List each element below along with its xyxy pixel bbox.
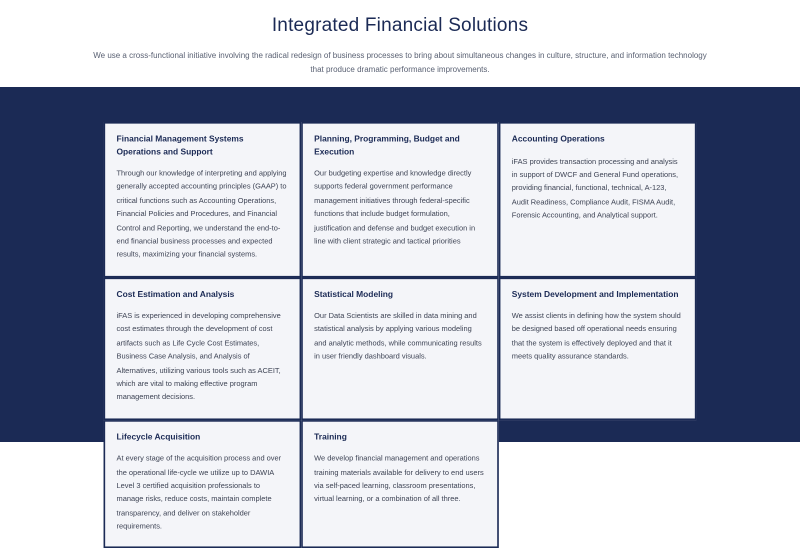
service-card-lifecycle-acquisition[interactable] bbox=[104, 419, 302, 548]
service-card-body: We assist clients in defining how the system should be designed based off operational needs ensuring that the system is effectively deployed and that it meets quality assurance standards. bbox=[511, 311, 681, 361]
page-subtitle: We use a cross-functional initiative involving the radical redesign of business processes to bring about simultaneous changes in culture, structure, and information technology that produce dramatic performance improvements. bbox=[93, 50, 707, 74]
service-card-title: Lifecycle Acquisition bbox=[116, 432, 201, 442]
service-card-training[interactable] bbox=[301, 419, 499, 548]
service-card-body: We develop financial management and operations training materials available for delivery to end users via self-paced learning, classroom presentations, virtual learning, or a combination of all three. bbox=[314, 454, 484, 503]
service-card-financial-management-systems[interactable] bbox=[104, 122, 302, 277]
service-card-body: Our Data Scientists are skilled in data mining and statistical analysis by applying various modeling and analytic methods, while communicating results in user friendly dashboard visuals. bbox=[314, 311, 482, 361]
service-grid-empty-cell bbox=[499, 419, 697, 548]
service-card-planning-programming-budget[interactable] bbox=[301, 122, 499, 277]
service-card-title: Statistical Modeling bbox=[314, 289, 394, 300]
service-card-title: Accounting Operations bbox=[511, 134, 605, 145]
page-header bbox=[0, 0, 800, 87]
service-card-title: Financial Management Systems Operations and Support bbox=[116, 134, 244, 157]
services-band bbox=[0, 87, 800, 530]
service-card-body: iFAS provides transaction processing and analysis in support of DWCF and General Fund operations, providing financial, functional, technical, A-123, Audit Readiness, Compliance Audit, FISMA Audit, Forensic Accounting, and Analytical support. bbox=[511, 156, 679, 219]
service-card-cost-estimation-and-analysis[interactable] bbox=[104, 277, 302, 420]
service-card-title: Cost Estimation and Analysis bbox=[116, 289, 235, 300]
service-card-body: At every stage of the acquisition process and over the operational life-cycle we utilize up to DAWIA Level 3 certified acquisition professionals to manage risks, reduce costs, maintain complete transparency, and deliver on stakeholder requirements. bbox=[116, 454, 282, 530]
service-card-body: Through our knowledge of interpreting and applying generally accepted accounting principles (GAAP) to critical functions such as Accounting Operations, Financial Policies and Procedures, and Financial Control and Reporting, we understand the end-to-end financial business processes and expected results, maximizing your financial systems. bbox=[116, 168, 287, 259]
services-grid bbox=[104, 122, 697, 548]
service-card-body: iFAS is experienced in developing comprehensive cost estimates through the development of cost artifacts such as Life Cycle Cost Estimates, Business Case Analysis, and Analysis of Alternatives, utilizing various tools such as ACEIT, which are vital to making effective program management decisions. bbox=[116, 311, 281, 401]
service-card-statistical-modeling[interactable] bbox=[301, 277, 499, 420]
service-card-title: Training bbox=[314, 432, 347, 442]
service-card-accounting-operations[interactable] bbox=[499, 122, 697, 277]
service-card-title: Planning, Programming, Budget and Execution bbox=[314, 134, 460, 157]
service-card-title: System Development and Implementation bbox=[511, 289, 679, 300]
service-card-body: Our budgeting expertise and knowledge directly supports federal government performance management initiatives through federal-specific functions that include budget formulation, justification and defense and budget execution in line with client strategic and tactical priorities bbox=[314, 168, 476, 245]
page-title: Integrated Financial Solutions bbox=[271, 15, 529, 36]
service-card-system-development-and-implementation[interactable] bbox=[499, 277, 697, 420]
